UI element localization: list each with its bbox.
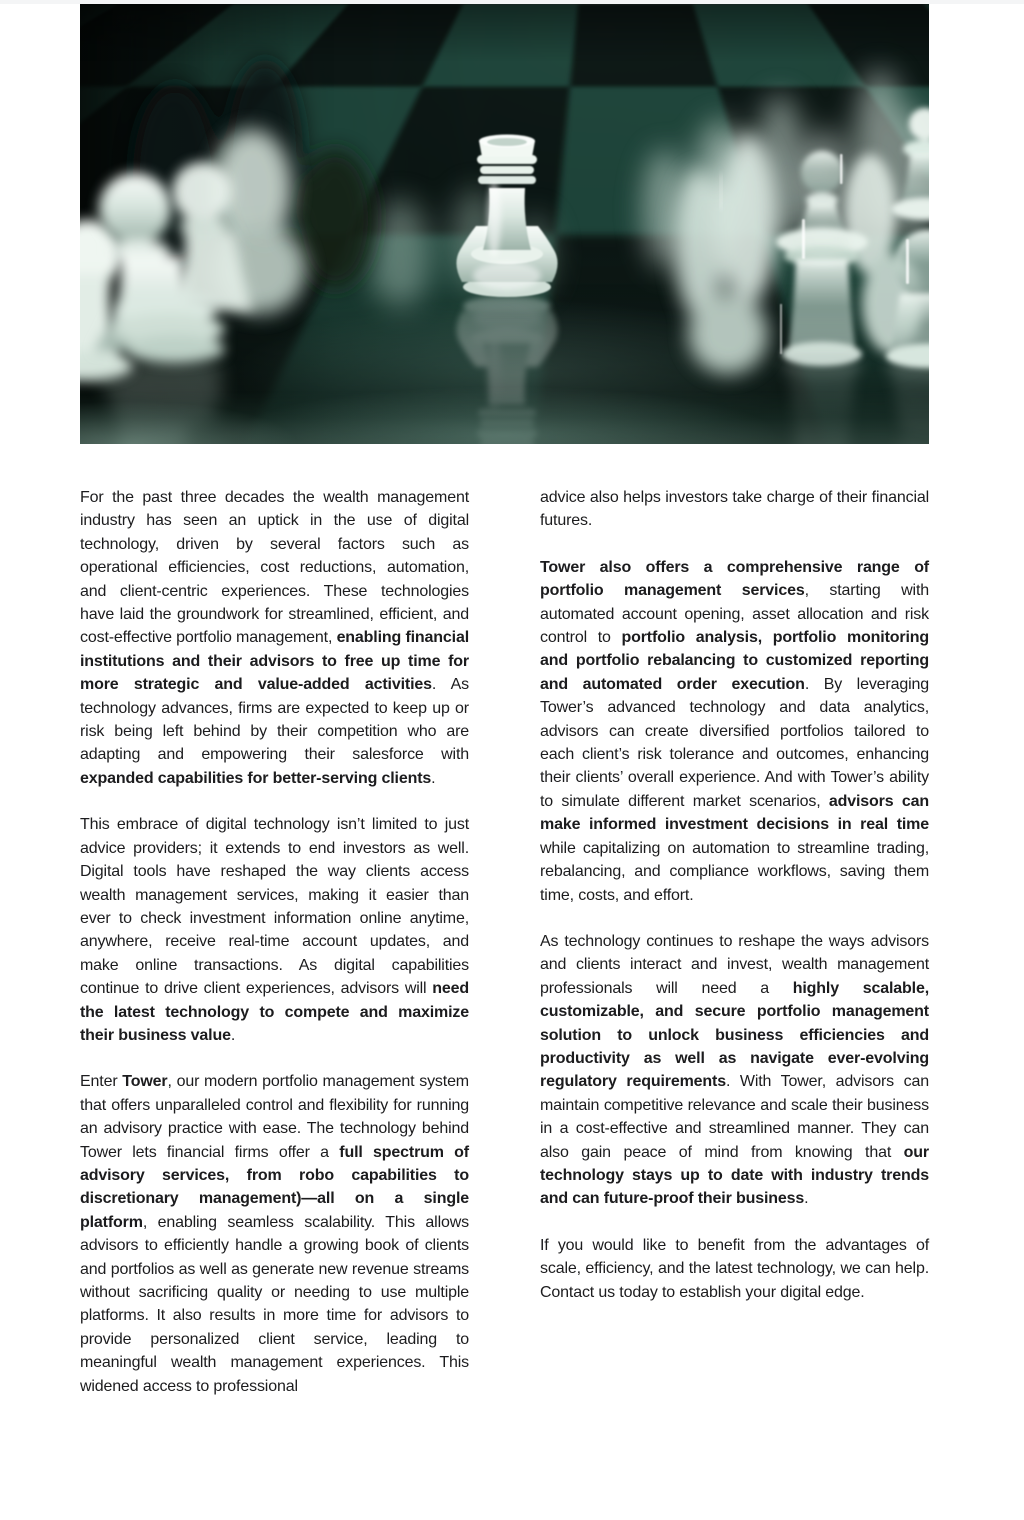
article-column-left (80, 486, 469, 1398)
paragraph: advice also helps investors take charge of their financial futures. (540, 489, 929, 530)
paragraph: For the past three decades the wealth management industry has seen an uptick in the use of digital technology, driven by several factors such as operational efficiencies, cost reductions, automation, and client-centric experiences. These technologies have laid the groundwork for streamlined, efficient, and cost-effective portfolio management, enabling financial institutions and their advisors to free up time for more strategic and value-added activities. As technology advances, firms are expected to keep up or risk being left behind by their competition who are adapting and empowering their salesforce with expanded capabilities for better-serving clients. (80, 489, 470, 787)
paragraph: Enter Tower, our modern portfolio management system that offers unparalleled control and flexibility for running an advisory practice with ease. The technology behind Tower lets financial firms offer a full spectrum of advisory services, from robo capabilities to discretionary management)—all on a single platform, enabling seamless scalability. This allows advisors to efficiently handle a growing book of clients and portfolios as well as generate new revenue streams without sacrificing quality or needing to use multiple platforms. It also results in more time for advisors to provide personalized client service, leading to meaningful wealth management experiences. This widened access to professional (80, 1073, 469, 1395)
hero-image (80, 4, 929, 444)
article-body (0, 486, 1024, 1398)
article-column-right (540, 486, 929, 1398)
paragraph: If you would like to benefit from the advantages of scale, efficiency, and the latest technology, we can help. Contact us today to establish your digital edge. (540, 1236, 929, 1301)
paragraph: Tower also offers a comprehensive range of portfolio management services, starting with automated account opening, asset allocation and risk control to portfolio analysis, portfolio monitoring and portfolio rebalancing to customized reporting and automated order execution. By leveraging Tower’s advanced technology and data analytics, advisors can create diversified portfolios tailored to each client’s risk tolerance and outcomes, enhancing their clients’ overall experience. And with Tower’s ability to simulate different market scenarios, advisors can make informed investment decisions in real time while capitalizing on automation to streamline trading, rebalancing, and compliance workflows, saving them time, costs, and effort. (540, 558, 929, 904)
paragraph: As technology continues to reshape the ways advisors and clients interact and invest, wealth management professionals will need a highly scalable, customizable, and secure portfolio management solution to unlock business efficiencies and productivity as well as navigate ever-evolving regulatory requirements. With Tower, advisors can maintain competitive relevance and scale their business in a cost-effective and streamlined manner. They can also gain peace of mind from knowing that our technology stays up to date with industry trends and can future-proof their business. (540, 932, 929, 1208)
hero-vignette (80, 4, 929, 444)
paragraph: This embrace of digital technology isn’t limited to just advice providers; it extends to end investors as well. Digital tools have reshaped the way clients access wealth management services, making it easier than ever to check investment information online anytime, anywhere, receive real-time account updates, and make online transactions. As digital capabilities continue to drive client experiences, advisors will need the latest technology to compete and maximize their business value. (80, 816, 469, 1044)
